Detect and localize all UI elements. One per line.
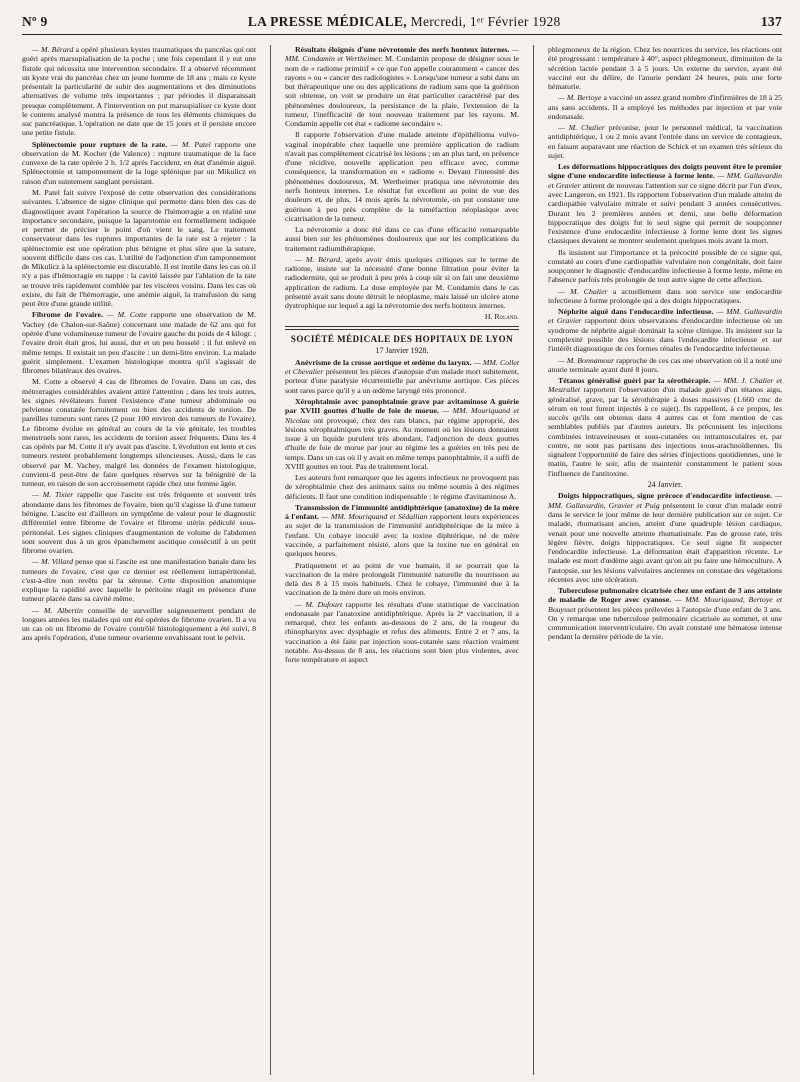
paragraph-text: rapportent l'observation d'un malade guéri d'un tétanos aigu, généralisé, grave, par la sérothérapie à doses massives (1.660 cmc de sérum en tout furent injectés à ce sujet). Ils rappellent, à ce propos, les succès qu'ils ont obtenus dans 4 autres cas et font mention de cas semblables publiés par d'autres auteurs. Ils préconisent les injections combinées intraveineuses et sous-cutanées ou intramusculaires et, par contre, ne sont pas partisans des injections sous-arachnoïdiennes. Ils signalent l'opportunité de faire des séries d'injections quotidiennes, une le matin, l'autre le soir, afin de maintenir constamment le patient sous l'influence de l'antitoxine. (548, 385, 782, 478)
paragraph (548, 93, 782, 121)
page-number: 137 (760, 14, 782, 29)
paragraph-authors: — M. Villard (32, 557, 73, 567)
paragraph (22, 310, 256, 375)
paragraph (22, 188, 256, 308)
paragraph-text: conseille de surveiller soigneusement pendant de longues années les malades qui ont été opérées de fibrome ovarien. Il a vu un cas où un fibrome de l'ovaire contrôlé histologiquement a été suivi, 8 ans après l'opération, d'une tumeur ovarienne envahissant tout le pelvis. (22, 605, 256, 643)
right-bottom-articles (548, 491, 782, 641)
paragraph (22, 490, 256, 555)
paragraph-authors: — M. Chalier (558, 286, 608, 296)
paragraph-text: , après avoir émis quelques critiques sur le terme de radiome, insiste sur la nécessité d'une bonne filtration pour éviter la radiodermite, qui se produit à peu près à coup sûr si on fait une deuxième application de radium. La dose employée par M. Condamin dans le cas présenté avait sans doute détruit le néoplasme, mais laissé un ulcère atone dystrophique sur lequel a agi la névrotomie des nerfs honteux internes. (285, 254, 519, 311)
society-date: 17 Janvier 1928. (375, 346, 429, 356)
paragraph-text: rapporte une observation de M. Vachey (de Chalon-sur-Saône) concernant une malade de 62 ans qui fut opérée d'une volumineuse tumeur de l'ovaire gauche du poids de 4 kilogr. ; l'ovaire droit était gros, lui aussi, dur et un peu bosselé : il fut enlevé en même temps. Il existait un peu d'ascite : un demi-litre environ. La malade guérit simplement. L'examen histologique montra qu'il s'agissait de fibromes bilatéraux des ovaires. (22, 310, 256, 376)
paragraph (22, 606, 256, 643)
paragraph-heading: Tuberculose pulmonaire cicatrisée chez une enfant de 3 ans atteinte de maladie de Roger avec cyanose. (548, 586, 782, 605)
paragraph (22, 557, 256, 603)
paragraph-authors: — M. Dufourt (295, 599, 343, 609)
paragraph-text: rapproche de ces cas une observation où il a noté une anurie terminale ayant duré 8 jours. (548, 355, 782, 374)
paragraph-authors: — MM. Collet et Chevalier (285, 357, 519, 377)
paragraph-text: M. Cotte a observé 4 cas de fibromes de l'ovaire. Dans un cas, des métrorragies considérables avaient attiré l'attention ; dans les trois autres, les signes révélateurs furent l'existence d'une tumeur abdominale ou pelvienne constatée fortuitement ou bien des accidents de torsion. De pareilles tumeurs sont rares (2 pour 100 environ des tumeurs de l'ovaire). Le fibrome évolue en général au cours de la vie génitale, les troubles menstruels sont rares, les accidents de torsion assez fréquents. Dans les 4 cas opérés par M. Cotte il n'y avait pas d'ascite. L'évolution est lente et ces tumeurs restent probablement longtemps silencieuses. Aussi, dans le cas observé par M. Vachey, malgré les données de l'examen histologique, convient-il peut-être de faire quelques réserves sur la bénignité de la tumeur, en raison de son accroissement rapide chez une femme âgée. (22, 377, 256, 489)
issue-number: Nº 9 (22, 14, 48, 29)
paragraph (285, 561, 519, 598)
paragraph-text: rapporte une observation de M. Kocher (de Valence) : rupture traumatique de la face convexe de la rate opérée 2 h. 1/2 après l'accident, en état d'anémie aiguë. Splénectomie et tamponnement de la loge splénique par un Mikulicz en raison d'un suintement sanglant persistant. (22, 139, 256, 186)
paragraph-authors: — M. Bonnamour (558, 355, 615, 365)
paragraph-text: présentent le cœur d'un malade entré dans le service le jour même de leur dernière publication sur ce sujet. Ce malade, rhumatisant ancien, atteint d'une quadruple lésion cardiaque, venait pour une nouvelle atteinte rhumatismale. Pas de grosse rate, très légère fièvre, doigts hippocratiques. Ce seul signe fit suspecter l'endocardite infectieuse. La déformation était d'apparition récente. Le malade est mort d'œdème aigu avant qu'on ait pu faire une hémoculture. A l'autopsie, sur les lésions valvulaires anciennes on constate des végétations récentes avec une ulcération. (548, 500, 782, 584)
paragraph-authors: — MM. Mouriquand, Bertoye et Bouysset (548, 595, 782, 614)
paragraph-text: rapportent deux observations d'endocardite infectieuse où un syndrome de néphrite aiguë dominait la scène clinique. Ils insistent sur la complexité possible des lésions dans l'endocardite infectieuse et sur l'intérêt diagnostique de ces formes rénales de l'endocardite infectieuse. (548, 316, 782, 354)
paragraph-text: rappelle que l'ascite est très fréquente et souvent très abondante dans les fibromes de l'ovaire, bien qu'il s'agisse là d'une tumeur bénigne. L'ascite est d'ailleurs un symptôme de valeur pour le diagnostic différentiel entre fibrome de l'ovaire et fibrome utérin pédiculé sous-péritonéal. Les signes cliniques d'augmentation de volume de l'abdomen sont souvent dus à un gros épanchement ascitique consécutif à un petit fibrome ovarien. (22, 490, 256, 556)
paragraph-authors: — M. Albertin (32, 605, 83, 615)
column-right (548, 45, 782, 1075)
paragraph-text: Il rapporte l'observation d'une malade atteinte d'épithélioma vulvo-vaginal inopérable chez laquelle une première application de radium n'avait pas complètement cicatrisé les lésions ; un an plus tard, en présence d'une récidive, nouvelle application peu efficace avec, comme conséquence, la transformation en « radiome ». Devant l'intensité des phénomènes douloureux, M. Wertheimer pratiqua une névrotomie des nerfs honteux internes. Le résultat fut excellent au point de vue des douleurs et, de plus, 14 mois après la névrotomie, on put constater une guérison à peu près complète de la tuméfaction néoplasique avec cicatrisation de la tumeur. (285, 130, 519, 223)
paragraph-text: La névrotomie a donc été dans ce cas d'une efficacité remarquable aussi bien sur les phénomènes douloureux que sur les complications du traitement radiumthérapique. (285, 225, 519, 253)
paragraph-authors: — MM. Mouriquand et Nicolau (285, 406, 519, 425)
paragraph-heading: Résultats éloignés d'une névrotomie des nerfs honteux internes. (295, 45, 510, 54)
paragraph (548, 287, 782, 306)
author-signature: H. Roland. (484, 312, 519, 322)
paragraph-authors: — M. Patel (167, 139, 211, 149)
session-date: 24 Janvier. (647, 479, 683, 489)
paragraph-text: M. Condamin propose de désigner sous le nom de « radiome primitif » ce que l'on appelle couramment « cancer des rayons » ou « cancer des radiologistes ». Lorsqu'une tumeur a subi dans un but thérapeutique une ou des applications de radium sans que la guérison soit obtenue, on voit se produire un état particulier caractérisé par des phénomènes douloureux, la persistance de la plaie, l'extension de la tumeur, l'inefficacité de tout nouveau traitement par les rayons. M. Condamin appelle cet état « radiome secondaire ». (285, 54, 519, 129)
column-divider (533, 45, 534, 1075)
paragraph-text: pense que si l'ascite est une manifestation banale dans les tumeurs de l'ovaire, c'est que ce dernier est réellement intrapéritonéal, c'est-à-dire non revêtu par la séreuse. Cette disposition anatomique explique la rapidité avec laquelle le péritoine réagit en présence d'une tumeur placée dans sa cavité même. (22, 557, 256, 604)
paragraph (22, 45, 256, 138)
right-top-articles (548, 45, 782, 478)
paragraph (285, 130, 519, 223)
paragraph-heading: Tétanos généralisé guéri par la sérothérapie. (558, 376, 711, 386)
paragraph-text: ont provoqué, chez des rats blancs, par régime approprié, des lésions xérophtalmiques très graves. Au moment où les lésions donnaient issue à un liquide purulent très abondant, l'adjonction de deux gouttes d'huile de foie de morue par jour au régime les a guéries en très peu de temps. Dans un cas où il y avait en même temps panophtalmie, il a suffi de XVIII gouttes en tout. Pas de traitement local. (285, 415, 519, 471)
paragraph-text: a vacciné un assez grand nombre d'infirmières de 18 à 25 ans sans accidents. Il a employé les méthodes par injection et par voie endonasale. (548, 93, 782, 121)
paragraph-authors: — MM. Condamin et Wertheimer. (285, 45, 519, 64)
paragraph (285, 45, 519, 128)
paragraph (285, 255, 519, 311)
column-middle (285, 45, 519, 1075)
paragraph (548, 123, 782, 160)
paragraph (548, 248, 782, 285)
journal-title-line (248, 14, 561, 30)
paragraph-authors: — MM. Gallavardin, Gravier et Puig (548, 491, 782, 510)
paragraph-text: rapportent leurs expériences au sujet de la transmission de l'immunité antidiphtérique de la mère à l'enfant. Un cobaye inoculé avec la toxine diphtérique, né de mère vaccinée, a parfaitement résisté, alors que la toxine tue en général en quelques heures. (285, 512, 519, 559)
paragraph (22, 140, 256, 186)
paragraph-text: attirent de nouveau l'attention sur ce signe décrit par l'un d'eux, avec Langeron, en 1921. Ils rapportent l'observation d'un malade atteint de cardiopathie valvulaire mitrale et suivi pendant 3 années consécutives. Durant les 2 premières années et demi, une belle déformation hippocratique des doigts fut le seul signe qui permit de soupçonner l'existence d'une endocardite infectieuse à forme lente dont les signes classiques devaient se montrer seulement quelques mois avant la mort. (548, 180, 782, 246)
paragraph (548, 45, 782, 91)
paragraph-text: a actuellement dans son service une endocardite infectieuse à forme prolongée qui a des doigts hippocratiques. (548, 286, 782, 305)
paragraph-text: Pratiquement et au point de vue humain, il se pourrait que la vaccination de la mère prolongeât l'immunité naturelle du nourrisson au delà des 8 à 15 mois habituels. Chez le cobaye, l'immunité due à la vaccination de la mère dure un mois environ. (285, 560, 519, 598)
paragraph (22, 377, 256, 488)
section-rule-secondary (285, 329, 519, 330)
paragraph (548, 307, 782, 353)
paragraph (548, 356, 782, 375)
columns (22, 45, 782, 1075)
paragraph-authors: — MM. Gallavardin et Gravier (548, 307, 782, 326)
paragraph-text: Les auteurs font remarquer que les agents infectieux ne provoquent pas de xérophtalmie chez des animaux sains ou même soumis à des régimes déficients. Il faut une condition indispensable : le régime d'avitaminose A. (285, 473, 519, 501)
section-rule (285, 326, 519, 327)
paragraph (548, 162, 782, 245)
paragraph-text: M. Patel fait suivre l'exposé de cette observation des considérations suivantes. L'absence de signe clinique qui permette dans bien des cas de diagnostiquer avant l'opération la source de l'hémorragie a en réalité une importance secondaire, puisque la laparotomie est formellement indiquée et permet de préciser le point d'où vient le sang. Le traitement conservateur dans les ruptures importantes de la rate est à rejeter : la splénectomie est une opération plus bénigne et plus sûre que la suture, souvent difficile dans ces cas. L'utilité de l'adjonction d'un tamponnement de Mikulicz à la splénectomie est discutable. Il est inutile dans les cas où il n'y a pas d'hémorragie en nappe : la cavité laissée par l'ablation de la rate se trouve très rapidement comblée par les viscères voisins. Dans les cas où existe, du fait de l'hémorragie, une anémie aiguë, la transfusion du sang peut être d'une grande utilité. (22, 187, 256, 309)
paragraph-authors: — MM. Gallavardin et Gravier (548, 171, 782, 190)
paragraph (285, 503, 519, 559)
paragraph-text: préconise, pour le personnel médical, la vaccination antidiphtérique, 1 ou 2 mois avant l'entrée dans un service de contagieux, en faisant auparavant une réaction de Schick et un examen très sérieux du sujet. (548, 123, 782, 160)
paragraph-heading: Fibrome de l'ovaire. (32, 310, 103, 320)
paragraph (285, 600, 519, 665)
paragraph (548, 491, 782, 584)
paragraph-authors: — M. Tixier (32, 490, 74, 500)
paragraph-text: présentent les pièces d'autopsie d'un malade mort subitement, porteur d'une paralysie récurrentielle par anévrisme aortique. Ces pièces sont rares parce qu'il y a un œdème laryngé très prononcé. (285, 367, 519, 395)
paragraph-authors: — M. Bérard (295, 254, 340, 264)
paragraph-text: a opéré plusieurs kystes traumatiques du pancréas qui ont guéri après marsupialisation de la poche ; une fois cependant il y eut une fistule qui nécessita une intervention secondaire. Il a observé récemment un kyste vrai du pancréas chez un jeune homme de 18 ans ; mais ce kyste présentait la particularité de subir des augmentations et des diminutions alternatives de volume très importantes ; par périodes il disparaissait presque complètement. A l'intervention on put marsupialiser ce kyste dont le contenu analysé montra la présence de tous les éléments chimiques du suc pancréatique. L'opération ne date que de 15 jours et il persiste encore une petite fistule. (22, 45, 256, 138)
page-header (22, 14, 782, 35)
paragraph (548, 376, 782, 478)
column-left (22, 45, 256, 1075)
journal-title: LA PRESSE MÉDICALE, (247, 14, 407, 29)
paragraph-heading: Transmission de l'immunité antidiphtérique (anatoxine) de la mère à l'enfant. (285, 502, 519, 522)
paragraph (285, 225, 519, 253)
paragraph-heading: Néphrite aiguë dans l'endocardite infectieuse. (558, 307, 714, 317)
column-divider (270, 45, 271, 1075)
paragraph (285, 397, 519, 471)
paragraph-authors: — MM. Mouriquand et Sédallian (318, 512, 428, 522)
paragraph-text: phlegmoneux de la région. Chez les nourrices du service, les réactions ont été progressant : température à 40°, aspect phlegmoneux, diminution de la sécrétion lactée pendant 3 à 5 jours. Un externe du service, ayant été vacciné eut du délire, de l'anurie pendant 24 heures, puis une forte hématurie. (548, 45, 782, 92)
paragraph-heading: Splénectomie pour rupture de la rate. (32, 139, 168, 149)
paragraph-heading: Xérophtalmie avec panophtalmie grave par avitaminose A guérie par XVIII gouttes d'huile de foie de morue. (285, 396, 519, 416)
paragraph (548, 586, 782, 642)
paragraph-text: Ils insistent sur l'importance et la précocité possible de ce signe qui, constaté au cours d'une cardiopathie valvulaire non congénitale, doit faire soupçonner le diagnostic d'endocardite infectieuse à forme lente, même en l'absence parfois très prolongée de tout autre signe de cette affection. (548, 247, 782, 285)
paragraph-authors: — M. Bérard (32, 45, 74, 54)
paragraph-heading: Les déformations hippocratiques des doigts peuvent être le premier signe d'une endocardite infectieuse à forme lente. (548, 162, 782, 181)
middle-top-articles (285, 45, 519, 310)
issue-date: Mercredi, 1ᵉʳ Février 1928 (410, 14, 561, 29)
paragraph-authors: — M. Bertoye (558, 93, 602, 103)
middle-bottom-articles (285, 358, 519, 665)
paragraph (285, 473, 519, 501)
paragraph-authors: — MM. J. Chalier et Mestrallet (548, 376, 782, 395)
paragraph (285, 358, 519, 395)
paragraph-text: présentent les pièces prélevées à l'autopsie d'une enfant de 3 ans. On y remarque une tuberculose pulmonaire cicatrisée au sommet, et une communication interventriculaire. On avait constaté une hématose intense pendant la dernière période de la vie. (548, 604, 782, 642)
paragraph-authors: — M. Chalier (558, 123, 605, 133)
paragraph-heading: Doigts hippocratiques, signe précoce d'endocardite infectieuse. (558, 491, 772, 501)
paragraph-heading: Anévrisme de la crosse aortique et œdème du larynx. (295, 357, 472, 367)
society-title: SOCIÉTÉ MÉDICALE DES HOPITAUX DE LYON (290, 333, 514, 344)
paragraph-authors: — M. Cotte (102, 310, 147, 320)
paragraph-text: rapporte les résultats d'une statistique de vaccination endonasale par l'anatoxine antidiphtérique. Après la 2ᵉ vaccination, il a remarqué, chez les enfants au-dessous de 2 ans, de la rougeur du rhinopharynx avec dysphagie et refus des aliments. Entre 2 et 7 ans, la vaccination a été faite par injection sous-cutanée sans réaction vraiment notable. Au-dessus de 8 ans, les réactions sont bien plus violentes, avec forte température et aspect (285, 599, 519, 665)
